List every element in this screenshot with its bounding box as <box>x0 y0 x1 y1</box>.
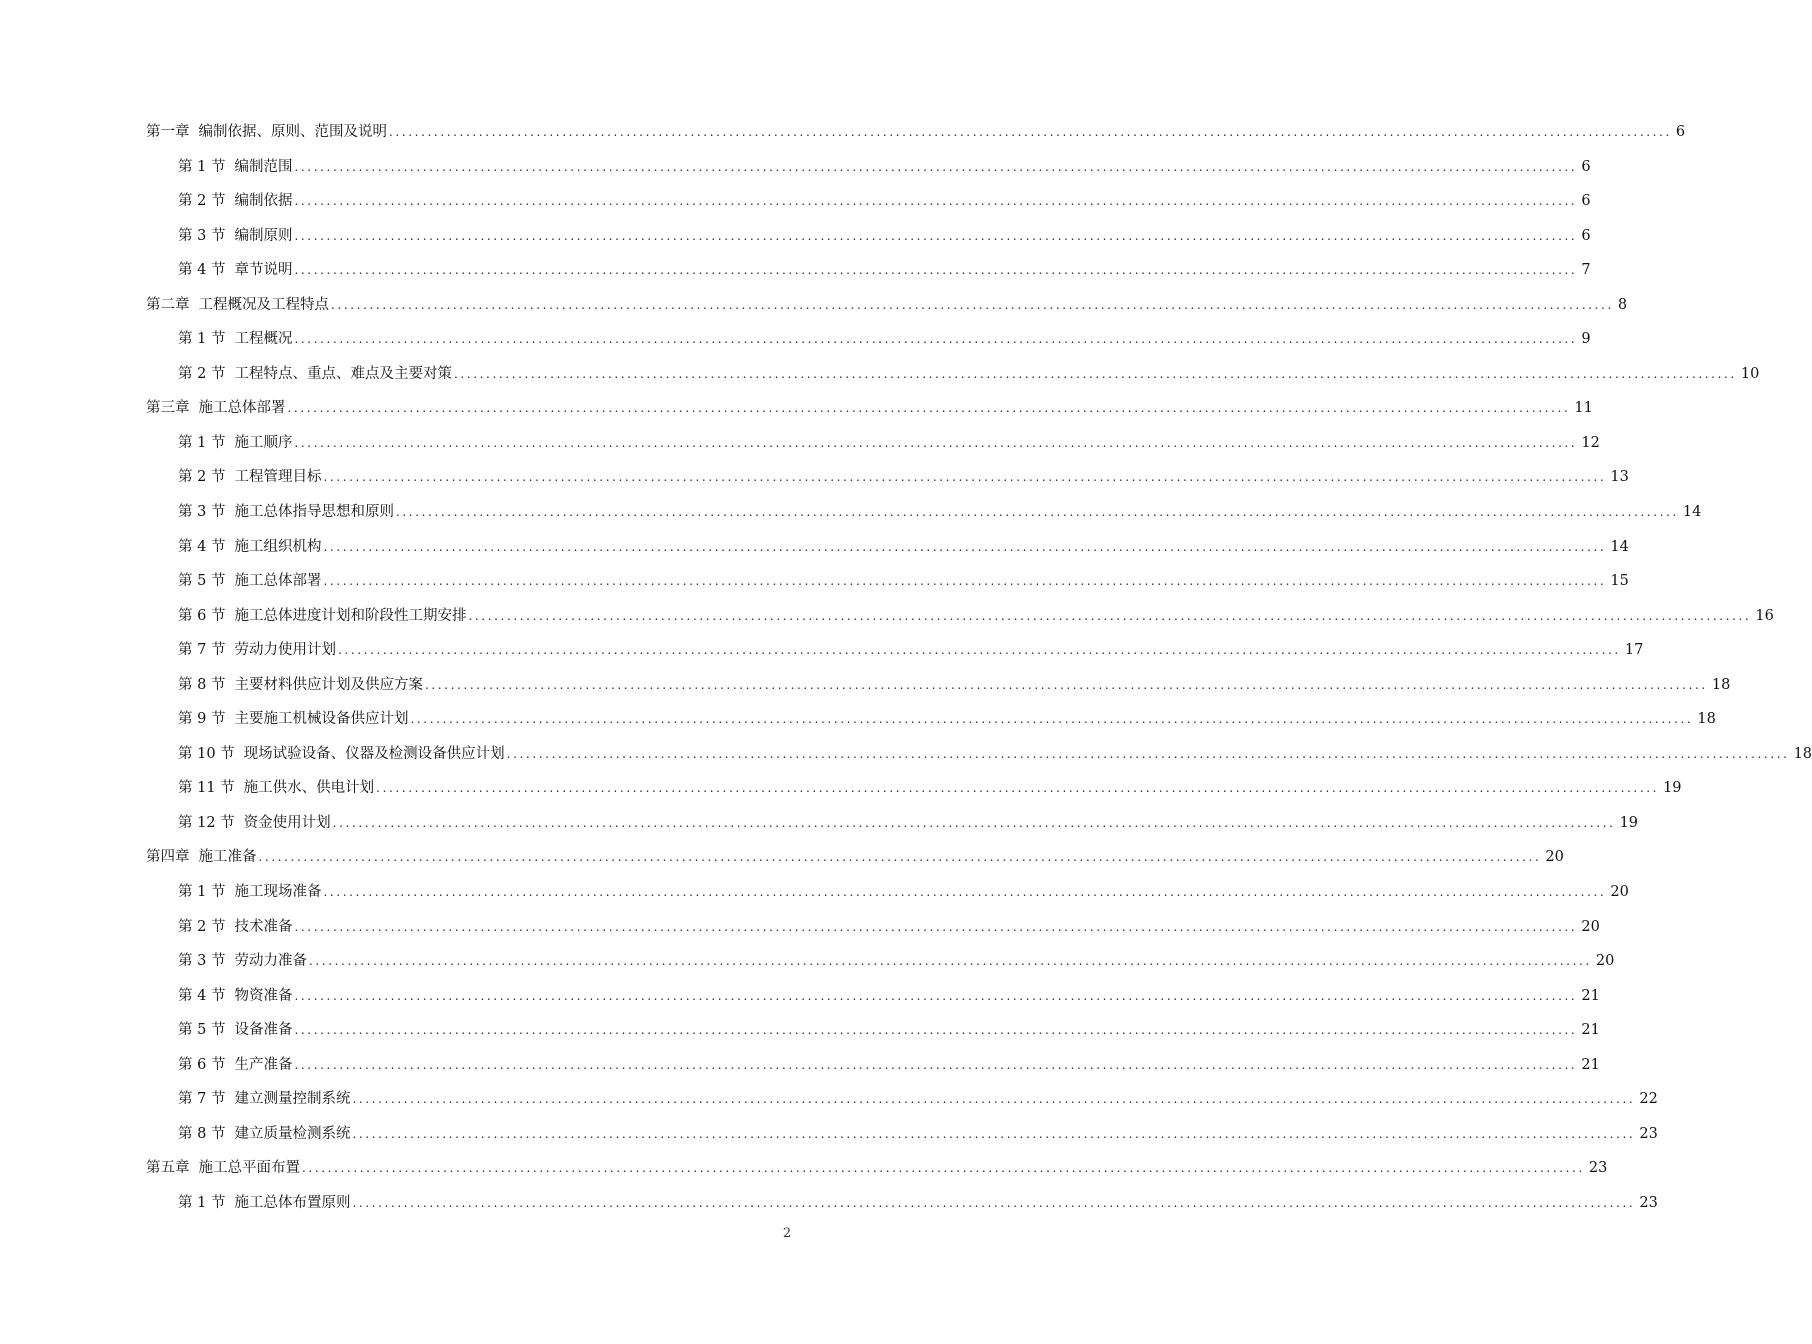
toc-page-number: 23 <box>1639 1194 1658 1211</box>
toc-dot-leader: ........................................................................................................................................................................................................ <box>468 608 1752 623</box>
toc-entry-number: 第一章 <box>146 124 190 140</box>
toc-section-entry[interactable] <box>0 530 1629 565</box>
toc-page-number: 18 <box>1711 676 1731 693</box>
toc-entry-number: 第 8 节 <box>178 676 226 693</box>
toc-page-number: 9 <box>1581 331 1591 348</box>
toc-entry-text: 编制原则 <box>234 227 293 244</box>
toc-page-number: 21 <box>1581 1022 1600 1039</box>
toc-chapter-entry[interactable] <box>0 840 1564 875</box>
toc-entry-text: 施工总体进度计划和阶段性工期安排 <box>234 607 467 624</box>
toc-entry-text: 技术准备 <box>234 918 293 935</box>
toc-entry-text: 建立质量检测系统 <box>234 1125 351 1142</box>
toc-entry-text: 施工总平面布置 <box>198 1160 300 1177</box>
toc-dot-leader: ........................................................................................................................................................................................................ <box>302 1161 1585 1176</box>
toc-dot-leader: ........................................................................................................................................................................................................ <box>506 746 1790 761</box>
toc-entry-text: 主要施工机械设备供应计划 <box>234 711 409 728</box>
toc-entry-text: 主要材料供应计划及供应方案 <box>234 676 423 693</box>
toc-page-number: 19 <box>1619 814 1639 831</box>
toc-section-entry[interactable] <box>0 910 1600 945</box>
toc-entry-title <box>178 530 321 565</box>
toc-section-entry[interactable] <box>0 150 1591 185</box>
toc-dot-leader: ........................................................................................................................................................................................................ <box>352 1126 1636 1141</box>
toc-page-number: 6 <box>1581 193 1591 210</box>
toc-dot-leader: ........................................................................................................................................................................................................ <box>332 815 1616 830</box>
toc-entry-number: 第 8 节 <box>178 1125 226 1142</box>
toc-entry-text: 劳动力准备 <box>234 953 307 970</box>
toc-page-number: 19 <box>1663 780 1682 797</box>
toc-entry-number: 第 9 节 <box>178 711 226 728</box>
toc-entry-title <box>178 357 452 392</box>
toc-dot-leader: ........................................................................................................................................................................................................ <box>323 539 1607 554</box>
toc-entry-number: 第 3 节 <box>178 504 226 521</box>
toc-entry-text: 现场试验设备、仪器及检测设备供应计划 <box>243 745 505 762</box>
toc-dot-leader: ........................................................................................................................................................................................................ <box>376 781 1660 796</box>
toc-entry-title <box>178 460 321 495</box>
toc-entry-title <box>146 1151 300 1186</box>
toc-entry-number: 第 5 节 <box>178 1022 226 1039</box>
toc-entry-text: 工程特点、重点、难点及主要对策 <box>234 365 452 382</box>
toc-section-entry[interactable] <box>0 219 1591 254</box>
toc-dot-leader: ........................................................................................................................................................................................................ <box>258 850 1542 865</box>
toc-section-entry[interactable] <box>0 944 1615 979</box>
toc-dot-leader: ........................................................................................................................................................................................................ <box>294 919 1578 934</box>
toc-entry-title <box>178 633 336 668</box>
toc-section-entry[interactable] <box>0 979 1600 1014</box>
toc-entry-text: 资金使用计划 <box>243 814 331 831</box>
toc-page-number: 14 <box>1610 538 1629 555</box>
toc-entry-number: 第 2 节 <box>178 193 226 210</box>
toc-entry-text: 生产准备 <box>234 1056 293 1073</box>
toc-page-number: 23 <box>1588 1160 1608 1177</box>
toc-entry-number: 第 7 节 <box>178 1091 226 1108</box>
toc-entry-number: 第 1 节 <box>178 1194 226 1211</box>
toc-page-number: 20 <box>1595 953 1615 970</box>
toc-entry-number: 第 12 节 <box>178 814 235 831</box>
toc-page-number: 18 <box>1793 745 1812 762</box>
toc-dot-leader: ........................................................................................................................................................................................................ <box>453 366 1737 381</box>
toc-entry-text: 编制依据、原则、范围及说明 <box>198 124 387 140</box>
toc-page-number: 7 <box>1581 262 1591 279</box>
toc-chapter-entry[interactable] <box>0 391 1593 426</box>
toc-page-number: 11 <box>1574 400 1593 417</box>
toc-page-number: 17 <box>1624 642 1644 659</box>
toc-entry-number: 第五章 <box>146 1160 190 1177</box>
toc-section-entry[interactable] <box>0 1117 1658 1152</box>
toc-page-number: 12 <box>1581 434 1600 451</box>
toc-entry-text: 施工总体部署 <box>234 573 322 590</box>
toc-page-number: 8 <box>1617 296 1628 313</box>
toc-entry-title <box>178 1048 292 1083</box>
toc-dot-leader: ........................................................................................................................................................................................................ <box>294 988 1578 1003</box>
toc-entry-number: 第四章 <box>146 849 190 866</box>
toc-entry-title <box>178 150 292 185</box>
toc-page-number: 23 <box>1639 1125 1658 1142</box>
toc-entry-number: 第 1 节 <box>178 158 226 175</box>
toc-page-number: 10 <box>1740 365 1760 382</box>
toc-page-number: 20 <box>1545 849 1564 866</box>
toc-entry-title <box>178 771 374 806</box>
toc-section-entry[interactable] <box>0 1082 1658 1117</box>
toc-dot-leader: ........................................................................................................................................................................................................ <box>294 228 1578 243</box>
toc-entry-title <box>178 322 292 357</box>
toc-entry-title <box>178 495 394 530</box>
toc-entry-title <box>178 184 292 219</box>
toc-entry-text: 建立测量控制系统 <box>234 1091 351 1108</box>
toc-section-entry[interactable] <box>0 737 1812 772</box>
toc-dot-leader: ........................................................................................................................................................................................................ <box>395 505 1679 520</box>
toc-section-entry[interactable] <box>0 771 1682 806</box>
toc-section-entry[interactable] <box>0 633 1644 668</box>
toc-entry-title <box>178 253 292 288</box>
toc-entry-title <box>178 737 505 772</box>
toc-entry-number: 第 11 节 <box>178 780 235 797</box>
toc-section-entry[interactable] <box>0 668 1731 703</box>
toc-entry-number: 第 2 节 <box>178 365 226 382</box>
toc-page-number: 21 <box>1581 1056 1600 1073</box>
toc-entry-number: 第 3 节 <box>178 953 226 970</box>
toc-entry-number: 第 1 节 <box>178 434 226 451</box>
toc-dot-leader: ........................................................................................................................................................................................................ <box>294 332 1578 347</box>
toc-section-entry[interactable] <box>0 253 1591 288</box>
toc-entry-text: 工程管理目标 <box>234 469 322 486</box>
toc-entry-title <box>178 1117 350 1152</box>
toc-entry-number: 第 2 节 <box>178 469 226 486</box>
toc-page-number: 14 <box>1682 504 1702 521</box>
toc-section-entry[interactable] <box>0 875 1629 910</box>
toc-dot-leader: ........................................................................................................................................................................................................ <box>337 643 1621 658</box>
toc-entry-number: 第 4 节 <box>178 262 226 279</box>
toc-section-entry[interactable] <box>0 184 1591 219</box>
toc-entry-text: 设备准备 <box>234 1022 293 1039</box>
toc-section-entry[interactable] <box>0 1048 1600 1083</box>
toc-page-number: 22 <box>1639 1091 1658 1108</box>
toc-dot-leader: ........................................................................................................................................................................................................ <box>389 125 1672 139</box>
toc-entry-text: 工程概况及工程特点 <box>198 296 329 313</box>
toc-entry-text: 施工现场准备 <box>234 884 322 901</box>
toc-entry-text: 施工顺序 <box>234 434 293 451</box>
toc-dot-leader: ........................................................................................................................................................................................................ <box>294 435 1578 450</box>
toc-entry-title <box>178 910 292 945</box>
toc-entry-title <box>178 1186 350 1221</box>
toc-entry-text: 章节说明 <box>234 262 293 279</box>
toc-entry-title <box>178 1013 292 1048</box>
toc-page-number: 15 <box>1610 573 1629 590</box>
toc-entry-title <box>178 426 292 461</box>
toc-dot-leader: ........................................................................................................................................................................................................ <box>323 885 1607 900</box>
toc-entry-number: 第二章 <box>146 296 190 313</box>
toc-page-number: 16 <box>1755 607 1774 624</box>
toc-entry-number: 第 10 节 <box>178 745 235 762</box>
toc-entry-title <box>178 1082 350 1117</box>
toc-section-entry[interactable] <box>0 357 1760 392</box>
toc-section-entry[interactable] <box>0 599 1774 634</box>
toc-section-entry[interactable] <box>0 495 1702 530</box>
toc-dot-leader: ........................................................................................................................................................................................................ <box>410 712 1694 727</box>
toc-page-number: 13 <box>1610 469 1629 486</box>
toc-entry-title <box>178 702 408 737</box>
toc-entry-title <box>178 875 321 910</box>
toc-dot-leader: ........................................................................................................................................................................................................ <box>287 401 1571 416</box>
toc-entry-title <box>146 840 257 875</box>
toc-entry-number: 第 2 节 <box>178 918 226 935</box>
toc-dot-leader: ........................................................................................................................................................................................................ <box>424 677 1708 692</box>
toc-entry-number: 第 3 节 <box>178 227 226 244</box>
toc-dot-leader: ........................................................................................................................................................................................................ <box>352 1092 1636 1107</box>
toc-dot-leader: ........................................................................................................................................................................................................ <box>294 1023 1578 1038</box>
toc-page-number: 18 <box>1697 711 1716 728</box>
toc-page-number: 21 <box>1581 987 1600 1004</box>
toc-entry-number: 第 1 节 <box>178 331 226 348</box>
toc-entry-number: 第 5 节 <box>178 573 226 590</box>
toc-dot-leader: ........................................................................................................................................................................................................ <box>331 297 1614 312</box>
toc-dot-leader: ........................................................................................................................................................................................................ <box>294 1057 1578 1072</box>
toc-section-entry[interactable] <box>0 460 1629 495</box>
toc-dot-leader: ........................................................................................................................................................................................................ <box>352 1195 1636 1210</box>
toc-entry-text: 编制范围 <box>234 158 293 175</box>
toc-entry-text: 施工总体布置原则 <box>234 1194 351 1211</box>
toc-entry-number: 第 1 节 <box>178 884 226 901</box>
toc-entry-title <box>146 288 329 323</box>
toc-dot-leader: ........................................................................................................................................................................................................ <box>323 574 1607 589</box>
toc-page-number: 20 <box>1610 884 1629 901</box>
toc-entry-number: 第 4 节 <box>178 987 226 1004</box>
toc-entry-title <box>178 979 292 1014</box>
toc-entry-title <box>178 944 307 979</box>
toc-page-number: 6 <box>1581 227 1591 244</box>
toc-entry-text: 劳动力使用计划 <box>234 642 336 659</box>
toc-entry-title <box>146 115 387 150</box>
toc-chapter-entry[interactable] <box>0 288 1628 323</box>
toc-entry-number: 第 4 节 <box>178 538 226 555</box>
toc-chapter-entry[interactable] <box>0 115 1686 150</box>
toc-entry-number: 第三章 <box>146 400 190 417</box>
toc-entry-title <box>178 219 292 254</box>
toc-entry-text: 工程概况 <box>234 331 293 348</box>
toc-entry-title <box>178 564 321 599</box>
toc-entry-number: 第 6 节 <box>178 607 226 624</box>
toc-chapter-entry[interactable] <box>0 1151 1608 1186</box>
toc-page-number: 20 <box>1581 918 1600 935</box>
toc-section-entry[interactable] <box>0 1186 1658 1221</box>
toc-entry-title <box>178 599 466 634</box>
toc-dot-leader: ........................................................................................................................................................................................................ <box>294 194 1578 209</box>
toc-entry-title <box>146 391 286 426</box>
toc-entry-text: 施工总体部署 <box>198 400 286 417</box>
toc-entry-title <box>178 806 331 841</box>
table-of-contents <box>0 115 1812 1221</box>
toc-entry-text: 施工总体指导思想和原则 <box>234 504 394 521</box>
toc-section-entry[interactable] <box>0 806 1639 841</box>
toc-entry-text: 编制依据 <box>234 193 293 210</box>
toc-dot-leader: ........................................................................................................................................................................................................ <box>323 470 1607 485</box>
toc-entry-number: 第 6 节 <box>178 1056 226 1073</box>
toc-dot-leader: ........................................................................................................................................................................................................ <box>308 954 1592 969</box>
toc-entry-text: 物资准备 <box>234 987 293 1004</box>
toc-section-entry[interactable] <box>0 702 1716 737</box>
toc-section-entry[interactable] <box>0 322 1591 357</box>
toc-section-entry[interactable] <box>0 564 1629 599</box>
toc-page-number: 6 <box>1581 158 1591 175</box>
toc-entry-text: 施工供水、供电计划 <box>243 780 375 797</box>
toc-dot-leader: ........................................................................................................................................................................................................ <box>294 159 1578 174</box>
toc-entry-text: 施工准备 <box>198 849 257 866</box>
footer-page-number: 2 <box>782 1226 792 1241</box>
toc-page-number: 6 <box>1675 124 1686 140</box>
toc-entry-text: 施工组织机构 <box>234 538 322 555</box>
toc-entry-title <box>178 668 423 703</box>
toc-section-entry[interactable] <box>0 426 1600 461</box>
toc-section-entry[interactable] <box>0 1013 1600 1048</box>
toc-entry-number: 第 7 节 <box>178 642 226 659</box>
toc-dot-leader: ........................................................................................................................................................................................................ <box>294 263 1578 278</box>
